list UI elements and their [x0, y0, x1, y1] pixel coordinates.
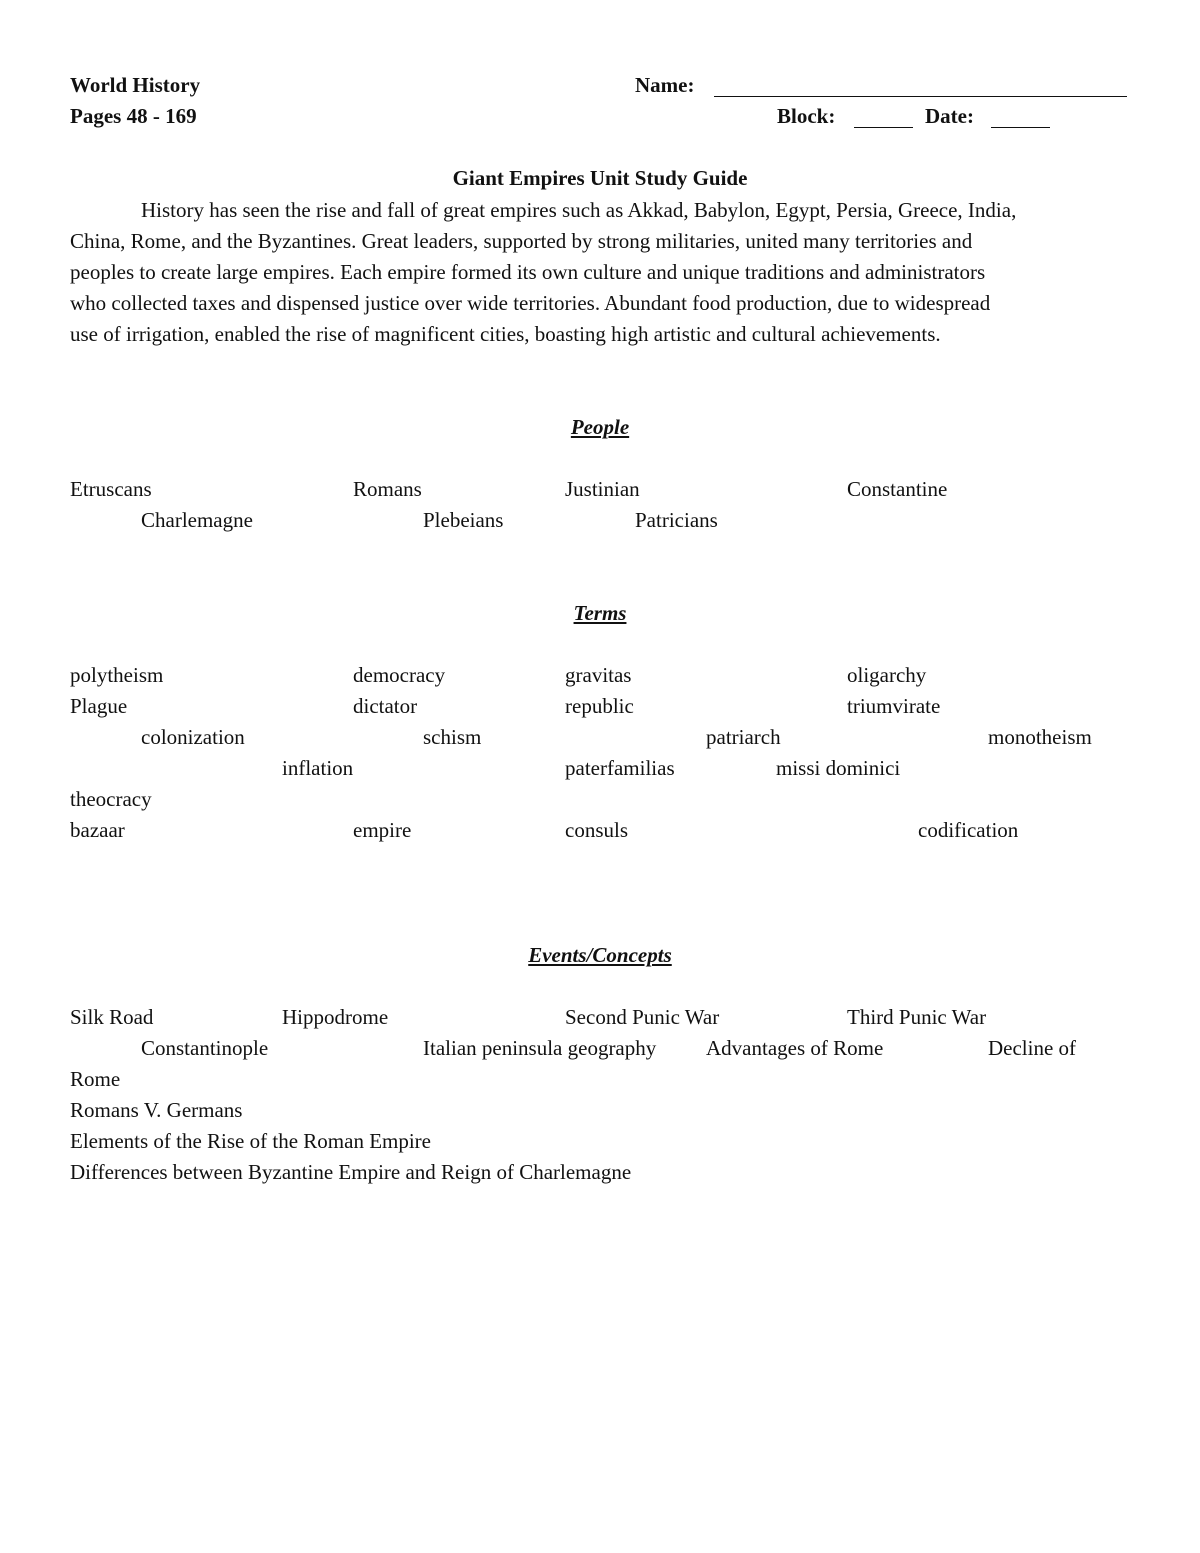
- term-item: dictator: [353, 694, 418, 718]
- event-item: Hippodrome: [282, 1005, 389, 1029]
- page-range: Pages 48 - 169: [70, 104, 197, 128]
- term-item: patriarch: [706, 725, 781, 749]
- intro-line: use of irrigation, enabled the rise of magnificent cities, boasting high artistic and cultural achievements.: [70, 322, 941, 346]
- term-item: inflation: [282, 756, 354, 780]
- people-item: Constantine: [847, 477, 948, 501]
- term-item: oligarchy: [847, 663, 927, 687]
- term-item: codification: [918, 818, 1019, 842]
- event-item: Third Punic War: [847, 1005, 987, 1029]
- event-item: Second Punic War: [565, 1005, 720, 1029]
- term-item: bazaar: [70, 818, 125, 842]
- date-label: Date:: [925, 104, 974, 128]
- course-title: World History: [70, 73, 201, 97]
- term-item: missi dominici: [776, 756, 901, 780]
- document-title: Giant Empires Unit Study Guide: [452, 166, 748, 190]
- term-item: empire: [353, 818, 412, 842]
- block-blank[interactable]: [854, 105, 913, 128]
- people-item: Etruscans: [70, 477, 152, 501]
- people-item: Charlemagne: [141, 508, 253, 532]
- block-label: Block:: [777, 104, 836, 128]
- events-heading: Events/Concepts: [528, 943, 672, 967]
- term-item: monotheism: [988, 725, 1092, 749]
- terms-heading: Terms: [573, 601, 627, 625]
- intro-line: History has seen the rise and fall of great empires such as Akkad, Babylon, Egypt, Persia, Greece, India,: [141, 198, 1017, 222]
- name-label: Name:: [635, 73, 695, 97]
- term-item: gravitas: [565, 663, 632, 687]
- event-item: Silk Road: [70, 1005, 154, 1029]
- event-item: Elements of the Rise of the Roman Empire: [70, 1129, 431, 1153]
- term-item: republic: [565, 694, 634, 718]
- term-item: democracy: [353, 663, 446, 687]
- people-item: Plebeians: [423, 508, 504, 532]
- term-item: polytheism: [70, 663, 164, 687]
- term-item: paterfamilias: [565, 756, 675, 780]
- people-heading: People: [570, 415, 630, 439]
- event-item: Italian peninsula geography: [423, 1036, 657, 1060]
- term-item: triumvirate: [847, 694, 941, 718]
- event-item: Advantages of Rome: [706, 1036, 884, 1060]
- event-item: Decline of: [988, 1036, 1077, 1060]
- intro-line: peoples to create large empires. Each empire formed its own culture and unique traditions and administrators: [70, 260, 986, 284]
- term-item: theocracy: [70, 787, 152, 811]
- people-item: Romans: [353, 477, 422, 501]
- people-item: Patricians: [635, 508, 718, 532]
- date-blank[interactable]: [991, 105, 1050, 128]
- name-blank[interactable]: [714, 74, 1127, 97]
- people-item: Justinian: [565, 477, 640, 501]
- event-item: Romans V. Germans: [70, 1098, 243, 1122]
- event-item: Differences between Byzantine Empire and Reign of Charlemagne: [70, 1160, 632, 1184]
- term-item: schism: [423, 725, 482, 749]
- intro-line: China, Rome, and the Byzantines. Great leaders, supported by strong militaries, united many territories and: [70, 229, 973, 253]
- term-item: Plague: [70, 694, 128, 718]
- intro-line: who collected taxes and dispensed justice over wide territories. Abundant food production, due to widespread: [70, 291, 991, 315]
- event-item: Rome: [70, 1067, 121, 1091]
- event-item: Constantinople: [141, 1036, 269, 1060]
- term-item: colonization: [141, 725, 245, 749]
- term-item: consuls: [565, 818, 628, 842]
